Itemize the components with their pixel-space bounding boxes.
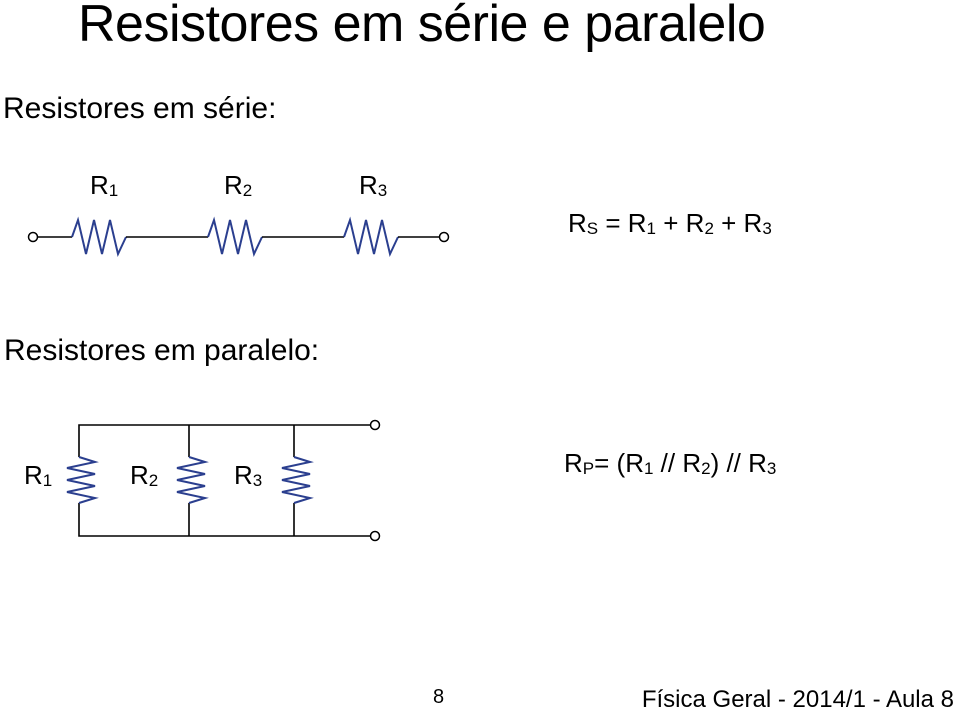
- parallel-resistor-r2: [177, 457, 205, 503]
- parallel-terminal-bottom: [371, 532, 380, 541]
- parallel-circuit: [67, 421, 380, 541]
- page-number: 8: [433, 686, 445, 708]
- parallel-label-r1: $R_1$: [24, 460, 53, 490]
- series-circuit: [29, 220, 449, 254]
- series-label-r3: $R_3$: [359, 170, 388, 200]
- parallel-label-r3: $R_3$: [234, 460, 263, 490]
- parallel-terminal-top: [371, 421, 380, 430]
- series-formula: $R_S = R_1 + R_2 + R_3$: [568, 208, 772, 238]
- series-terminal-left: [29, 233, 38, 242]
- series-heading: Resistores em série:: [3, 92, 277, 125]
- series-terminal-right: [440, 233, 449, 242]
- parallel-label-r2: $R_2$: [130, 460, 159, 490]
- footer-text: Física Geral - 2014/1 - Aula 8: [641, 686, 954, 713]
- parallel-heading: Resistores em paralelo:: [4, 334, 320, 367]
- parallel-formula: $R_P= (R_1 // R_2) // R_3$: [564, 448, 777, 478]
- parallel-resistor-r1: [67, 457, 95, 503]
- series-resistor-r1: [72, 220, 126, 254]
- parallel-bottom-rail: [79, 503, 371, 536]
- series-resistor-r2: [208, 220, 262, 254]
- series-resistor-r3: [344, 220, 398, 254]
- parallel-resistor-r3: [282, 457, 310, 503]
- series-label-r1: $R_1$: [90, 170, 119, 200]
- parallel-top-rail: [79, 425, 371, 457]
- series-label-r2: $R_2$: [224, 170, 253, 200]
- slide-title: Resistores em série e paralelo: [78, 0, 766, 53]
